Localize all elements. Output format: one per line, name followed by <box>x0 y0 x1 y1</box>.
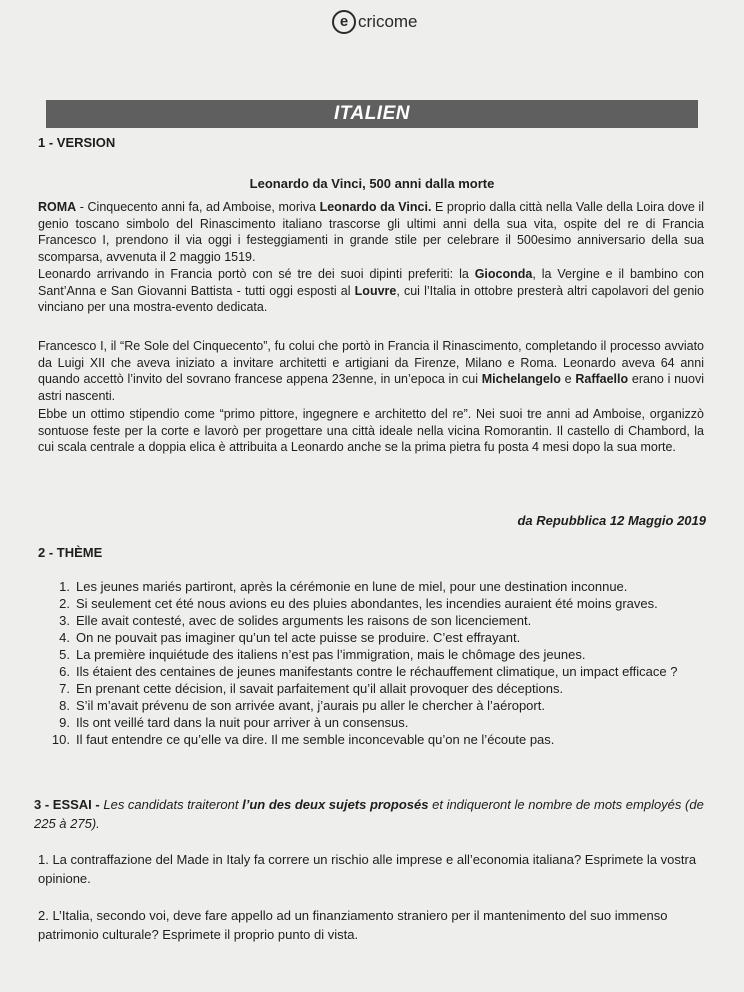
section-theme-heading: 2 - THÈME <box>38 545 103 560</box>
list-item: 6. Ils étaient des centaines de jeunes manifestants contre le réchauffement climatique, un impact efficace ? <box>59 664 678 679</box>
ecricome-logo <box>332 10 418 34</box>
list-item: 5. La première inquiétude des italiens n’est pas l’immigration, mais le chômage des jeunes. <box>59 647 586 662</box>
essay-subject-2: 2. L’Italia, secondo voi, deve fare appello ad un finanziamento straniero per il mantenimento del suo immenso patrimonio culturale? Esprimete il proprio punto di vista. <box>38 908 668 942</box>
version-paragraph-4: Ebbe un ottimo stipendio come “primo pittore, ingegnere e architetto del re”. Nei suoi tre anni ad Amboise, organizzò sontuose feste per la corte e lavorò per progettare una città ideale nella vicina Romorantin. Il castello di Chambord, la cui scala centrale a doppia elica è attribuita a Leonardo anche se la prima pietra fu posta 4 mesi dopo la sua morte. <box>38 407 704 454</box>
section-version-heading: 1 - VERSION <box>38 135 116 150</box>
list-item: 1. Les jeunes mariés partiront, après la cérémonie en lune de miel, pour une destination inconnue. <box>59 579 628 594</box>
version-paragraph-1: ROMA - Cinquecento anni fa, ad Amboise, moriva Leonardo da Vinci. E proprio dalla città nella Valle della Loira dove il genio toscano simbolo del Rinascimento italiano trascorse gli ultimi anni della sua vita, ospite del re di Francia Francesco I, prendono il via oggi i festeggiamenti in grande stile per celebrare il 500esimo anniversario della sua scomparsa, avvenuta il 2 maggio 1519. <box>38 200 704 264</box>
city-lead: ROMA <box>38 200 77 214</box>
version-paragraph-3: Francesco I, il “Re Sole del Cinquecento”, fu colui che portò in Francia il Rinascimento, completando il processo avviato da Luigi XII che aveva iniziato a invitare architetti e artigiani da Firenze, Milano e Roma. Leonardo aveva 64 anni quando accettò l’invito del sovrano francese appena 23enne, in un’epoca in cui Michelangelo e Raffaello erano i nuovi astri nascenti. <box>38 339 704 403</box>
list-item: 3. Elle avait contesté, avec de solides arguments les raisons de son licenciement. <box>59 613 532 628</box>
logo-text: cricome <box>358 12 418 31</box>
logo-e-icon: e <box>332 10 356 34</box>
article-title: Leonardo da Vinci, 500 anni dalla morte <box>249 176 495 191</box>
list-item: 10. Il faut entendre ce qu’elle va dire. Il me semble inconcevable qu’on ne l’écoute pas. <box>51 732 555 747</box>
list-item: 7. En prenant cette décision, il savait parfaitement qu’il allait provoquer des déceptions. <box>59 681 564 696</box>
article-source: da Repubblica 12 Maggio 2019 <box>517 513 706 528</box>
subject-banner: ITALIEN <box>46 100 698 128</box>
essay-subject-1: 1. La contraffazione del Made in Italy fa correre un rischio alle imprese e all’economia italiana? Esprimete la vostra opinione. <box>38 852 697 886</box>
list-item: 4. On ne pouvait pas imaginer qu’un tel acte puisse se produire. C’est effrayant. <box>59 630 521 645</box>
list-item: 2. Si seulement cet été nous avions eu des pluies abondantes, les incendies auraient été moins graves. <box>59 596 658 611</box>
list-item: 9. Ils ont veillé tard dans la nuit pour arriver à un consensus. <box>59 715 409 730</box>
essai-instructions: 3 - ESSAI - Les candidats traiteront l’un des deux sujets proposés et indiqueront le nombre de mots employés (de 225 à 275). <box>34 797 704 831</box>
list-item: 8. S’il m’avait prévenu de son arrivée avant, j’aurais pu aller le chercher à l’aéroport. <box>59 698 545 713</box>
version-paragraph-2: Leonardo arrivando in Francia portò con sé tre dei suoi dipinti preferiti: la Gioconda, la Vergine e il bambino con Sant’Anna e San Giovanni Battista - tutti oggi esposti al Louvre, cui l’Italia in ottobre presterà altri capolavori del genio vinciano per una mostra-evento dedicata. <box>38 267 704 314</box>
theme-list <box>38 578 677 748</box>
